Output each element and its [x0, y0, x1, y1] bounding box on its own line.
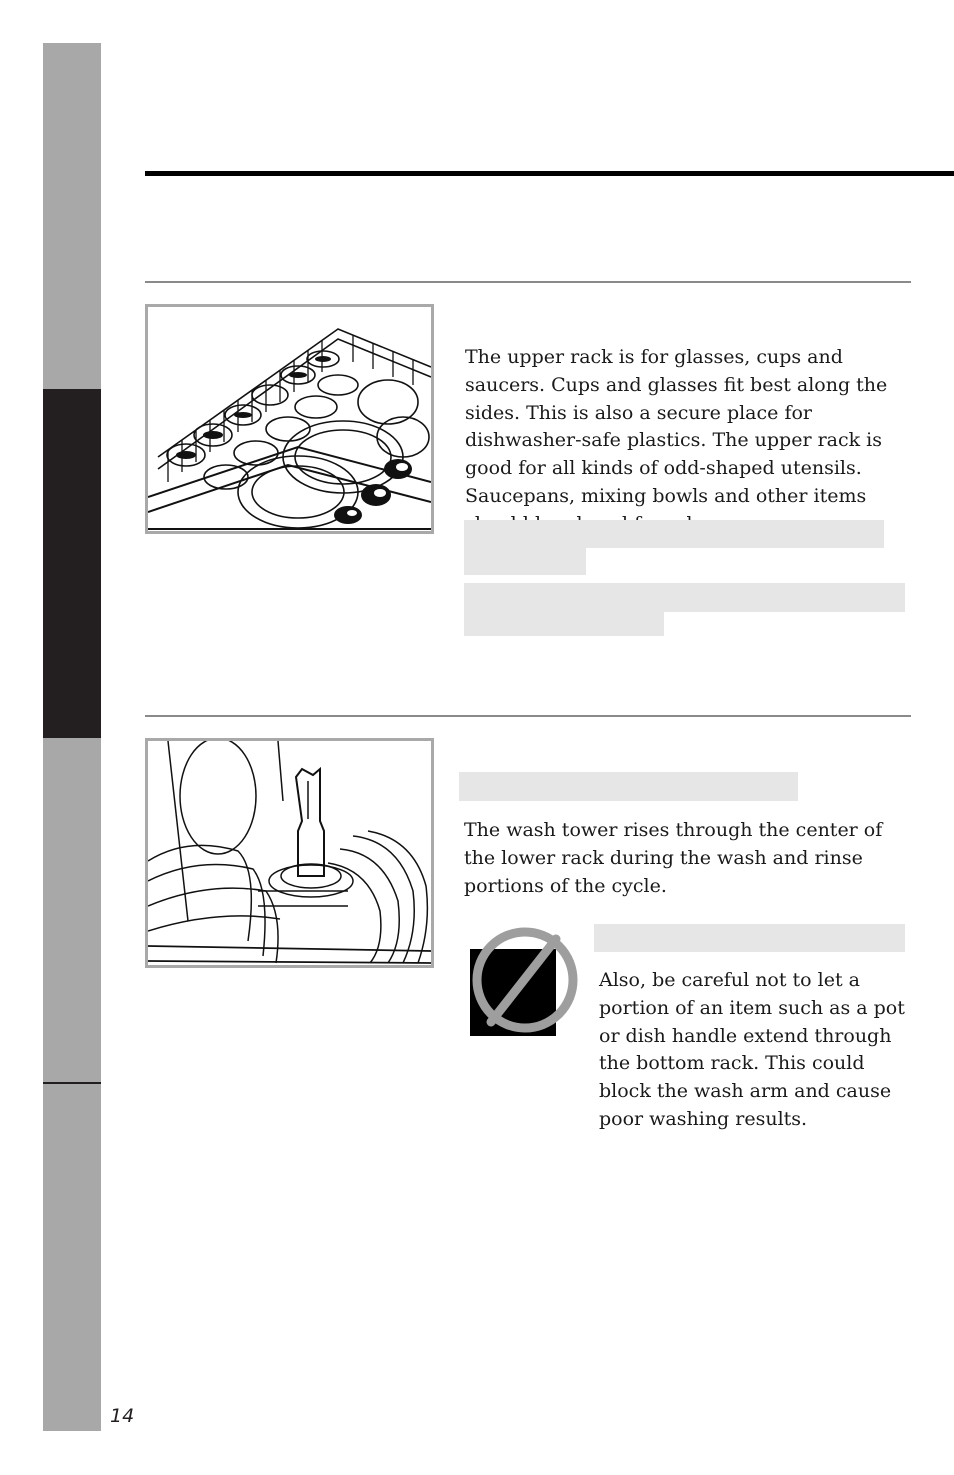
- side-tab-3: [43, 1084, 101, 1431]
- placeholder-bar: [594, 924, 905, 952]
- side-tab-active: [43, 389, 101, 738]
- section-divider-lower: [145, 715, 911, 717]
- prohibition-icon: [469, 924, 581, 1036]
- side-tab-2: [43, 738, 101, 1082]
- section-divider-upper: [145, 281, 911, 283]
- page-number: 14: [110, 1405, 135, 1427]
- wash-tower-paragraph: The wash tower rises through the center of the lower rack during the wash and rinse portions of the cycle.: [464, 819, 883, 897]
- wash-tower-illustration: [145, 738, 434, 968]
- side-tab-1: [43, 43, 101, 389]
- placeholder-bar: [464, 583, 905, 612]
- placeholder-bar: [464, 548, 586, 575]
- upper-rack-paragraph: The upper rack is for glasses, cups and saucers. Cups and glasses fit best along the sides. This is also a secure place for dishwasher-safe plastics. The upper rack is good for all kinds of odd-shaped utensils. Saucepans, mixing bowls and other items: [465, 346, 888, 507]
- upper-rack-illustration: [145, 304, 434, 534]
- caution-paragraph: Also, be careful not to let a portion of an item such as a pot or dish handle extend through the bottom rack. This could block the wash arm and cause poor washing results.: [599, 969, 905, 1130]
- placeholder-bar: [459, 772, 798, 801]
- placeholder-bar: [464, 520, 884, 548]
- header-rule: [145, 171, 954, 176]
- placeholder-bar: [464, 612, 664, 636]
